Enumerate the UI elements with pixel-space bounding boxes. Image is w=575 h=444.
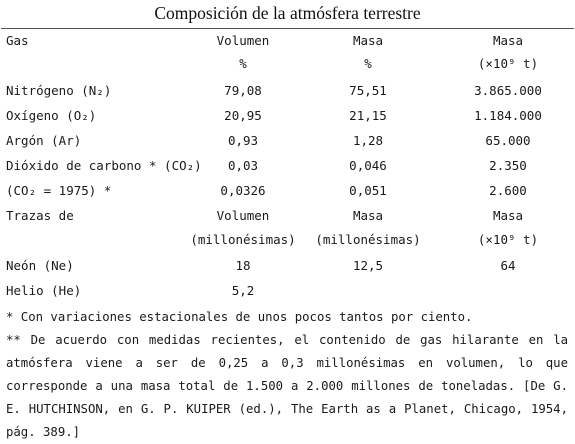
gas-masa-pct: 0,051 [349, 183, 387, 198]
gas-masa-t: 3.865.000 [474, 83, 542, 98]
gas-units-row [0, 56, 575, 74]
footnote-1: * Con variaciones estacionales de unos pocos tantos por ciento. [6, 310, 473, 324]
trace-masa: 12,5 [352, 258, 384, 273]
gas-masa-t: 65.000 [485, 133, 531, 148]
gas-volumen: 0,93 [227, 133, 259, 148]
trace-header-row [0, 208, 575, 226]
gas-volumen: 0,03 [227, 158, 259, 173]
gas-header-row [0, 33, 575, 51]
gas-name: Dióxido de carbono * (CO₂) [6, 158, 202, 173]
header-masa-t: Masa [492, 33, 524, 48]
gas-name: Oxígeno (O₂) [6, 108, 97, 123]
footnotes [6, 306, 568, 444]
header-masa-t-trazas: Masa [492, 208, 524, 223]
gas-masa-t: 2.350 [489, 158, 527, 173]
title-divider [1, 28, 574, 29]
gas-masa-pct: 75,51 [349, 83, 387, 98]
gas-name: (CO₂ = 1975) * [6, 183, 112, 198]
trace-name: Helio (He) [6, 283, 82, 298]
unit-masa-pct: % [364, 56, 372, 71]
gas-name: Nitrógeno (N₂) [6, 83, 112, 98]
header-masa-pct: Masa [352, 33, 384, 48]
table-row [0, 83, 575, 101]
table-row [0, 133, 575, 151]
gas-masa-t: 1.184.000 [474, 108, 542, 123]
unit-masa-trazas: (millonésimas) [315, 232, 421, 247]
gas-masa-t: 2.600 [489, 183, 527, 198]
unit-masa-t-trazas: (×10⁹ t) [477, 232, 539, 247]
gas-volumen: 20,95 [224, 108, 262, 123]
header-gas: Gas [6, 33, 29, 48]
footnote-2: ** De acuerdo con medidas recientes, el contenido de gas hilarante en la atmósfera viene a ser de 0,25 a 0,3 millonésimas en volumen, lo que corresponde a una masa total de 1.500 a 2.000 millones de toneladas. [De G. E. HUTCHINSON, en G. P. KUIPER (ed.), The Earth as a Planet, Chicago, 1954, pág. 389.] [6, 333, 568, 439]
table-title: Composición de la atmósfera terrestre [154, 3, 421, 23]
header-masa-trazas: Masa [352, 208, 384, 223]
trace-volumen: 5,2 [231, 283, 255, 298]
gas-masa-pct: 1,28 [352, 133, 384, 148]
trace-masa-t: 64 [500, 258, 516, 273]
table-row [0, 258, 575, 276]
unit-volumen: % [239, 56, 247, 71]
table-row [0, 283, 575, 301]
gas-masa-pct: 0,046 [349, 158, 387, 173]
trace-units-row [0, 232, 575, 250]
table-row [0, 183, 575, 201]
unit-volumen-trazas: (millonésimas) [190, 232, 296, 247]
header-trazas: Trazas de [6, 208, 74, 223]
table-row [0, 108, 575, 126]
trace-volumen: 18 [235, 258, 251, 273]
gas-volumen: 79,08 [224, 83, 262, 98]
unit-masa-t: (×10⁹ t) [477, 56, 539, 71]
header-volumen-trazas: Volumen [216, 208, 270, 223]
gas-name: Argón (Ar) [6, 133, 82, 148]
trace-name: Neón (Ne) [6, 258, 74, 273]
table-row [0, 158, 575, 176]
gas-volumen: 0,0326 [220, 183, 266, 198]
gas-masa-pct: 21,15 [349, 108, 387, 123]
header-volumen: Volumen [216, 33, 270, 48]
